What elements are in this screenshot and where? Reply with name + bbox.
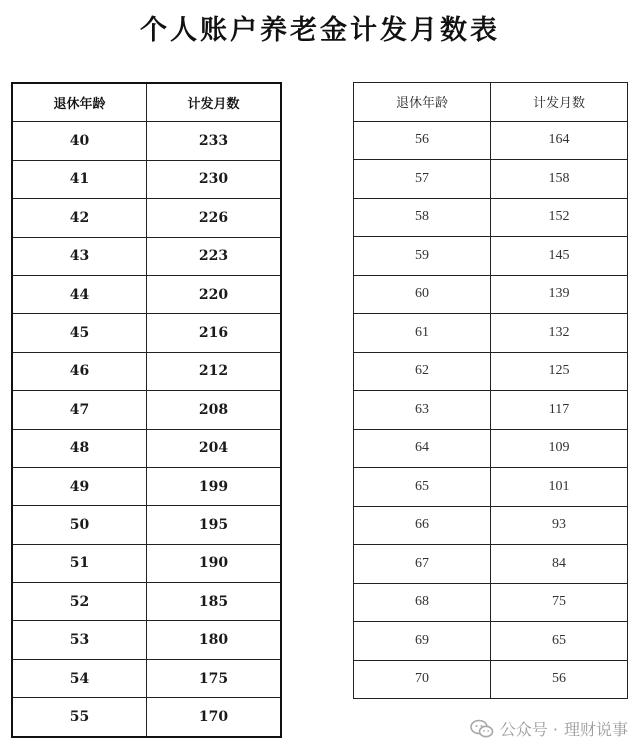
retirement-age-cell: 41: [12, 160, 147, 198]
payout-months-cell: 230: [147, 160, 282, 198]
table-row: [354, 506, 628, 545]
retirement-age-cell: 66: [354, 506, 491, 545]
table-row: [12, 544, 281, 582]
retirement-age-cell: 47: [12, 391, 147, 429]
table-row: [12, 237, 281, 275]
payout-months-cell: 101: [491, 468, 628, 507]
header-retirement-age: 退休年龄: [12, 83, 147, 122]
retirement-age-cell: 58: [354, 198, 491, 237]
retirement-age-cell: 59: [354, 237, 491, 276]
table-row: [12, 583, 281, 621]
table-row: [12, 659, 281, 697]
table-row: [12, 391, 281, 429]
table-row: [354, 237, 628, 276]
table-row: [12, 698, 281, 737]
table-row: [354, 468, 628, 507]
retirement-age-cell: 46: [12, 352, 147, 390]
payout-months-cell: 109: [491, 429, 628, 468]
table-row: [12, 467, 281, 505]
retirement-age-cell: 49: [12, 467, 147, 505]
payout-months-cell: 93: [491, 506, 628, 545]
header-retirement-age: 退休年龄: [354, 83, 491, 122]
payout-months-cell: 132: [491, 314, 628, 353]
payout-months-cell: 220: [147, 275, 282, 313]
payout-months-cell: 117: [491, 391, 628, 430]
watermark: [470, 717, 628, 740]
payout-months-cell: 56: [491, 660, 628, 699]
retirement-age-cell: 52: [12, 583, 147, 621]
table-row: [354, 583, 628, 622]
page-title: 个人账户养老金计发月数表: [140, 15, 500, 46]
pension-months-table-left: [11, 82, 282, 738]
retirement-age-cell: 57: [354, 160, 491, 199]
table-row: [354, 121, 628, 160]
table-row: [12, 199, 281, 237]
table-row: [354, 160, 628, 199]
table-row: [354, 391, 628, 430]
payout-months-cell: 216: [147, 314, 282, 352]
payout-months-cell: 75: [491, 583, 628, 622]
retirement-age-cell: 63: [354, 391, 491, 430]
table-header-row: [12, 83, 281, 122]
table-row: [12, 160, 281, 198]
retirement-age-cell: 40: [12, 122, 147, 160]
retirement-age-cell: 44: [12, 275, 147, 313]
payout-months-cell: 125: [491, 352, 628, 391]
wechat-icon: [470, 719, 494, 739]
payout-months-cell: 145: [491, 237, 628, 276]
table-row: [12, 314, 281, 352]
payout-months-cell: 190: [147, 544, 282, 582]
retirement-age-cell: 69: [354, 622, 491, 661]
retirement-age-cell: 51: [12, 544, 147, 582]
table-row: [12, 275, 281, 313]
retirement-age-cell: 43: [12, 237, 147, 275]
retirement-age-cell: 67: [354, 545, 491, 584]
table-row: [12, 506, 281, 544]
retirement-age-cell: 55: [12, 698, 147, 737]
retirement-age-cell: 53: [12, 621, 147, 659]
table-row: [354, 545, 628, 584]
table-row: [354, 275, 628, 314]
retirement-age-cell: 61: [354, 314, 491, 353]
table-row: [354, 352, 628, 391]
payout-months-cell: 180: [147, 621, 282, 659]
header-payout-months: 计发月数: [147, 83, 282, 122]
payout-months-cell: 84: [491, 545, 628, 584]
table-row: [12, 122, 281, 160]
payout-months-cell: 170: [147, 698, 282, 737]
payout-months-cell: 164: [491, 121, 628, 160]
table-row: [12, 621, 281, 659]
table-row: [12, 352, 281, 390]
payout-months-cell: 199: [147, 467, 282, 505]
watermark-name: 理财说事: [563, 720, 628, 739]
retirement-age-cell: 56: [354, 121, 491, 160]
retirement-age-cell: 65: [354, 468, 491, 507]
retirement-age-cell: 68: [354, 583, 491, 622]
table-row: [354, 660, 628, 699]
table-header-row: [354, 83, 628, 122]
payout-months-cell: 65: [491, 622, 628, 661]
retirement-age-cell: 70: [354, 660, 491, 699]
table-row: [12, 429, 281, 467]
table-row: [354, 622, 628, 661]
retirement-age-cell: 48: [12, 429, 147, 467]
payout-months-cell: 223: [147, 237, 282, 275]
retirement-age-cell: 64: [354, 429, 491, 468]
payout-months-cell: 195: [147, 506, 282, 544]
header-payout-months: 计发月数: [491, 83, 628, 122]
payout-months-cell: 185: [147, 583, 282, 621]
table-row: [354, 314, 628, 353]
pension-months-table-right: [353, 82, 628, 699]
retirement-age-cell: 45: [12, 314, 147, 352]
payout-months-cell: 233: [147, 122, 282, 160]
retirement-age-cell: 54: [12, 659, 147, 697]
payout-months-cell: 152: [491, 198, 628, 237]
table-row: [354, 429, 628, 468]
retirement-age-cell: 60: [354, 275, 491, 314]
payout-months-cell: 226: [147, 199, 282, 237]
payout-months-cell: 212: [147, 352, 282, 390]
payout-months-cell: 208: [147, 391, 282, 429]
watermark-prefix: 公众号 ·: [499, 720, 558, 739]
payout-months-cell: 204: [147, 429, 282, 467]
retirement-age-cell: 42: [12, 199, 147, 237]
payout-months-cell: 175: [147, 659, 282, 697]
table-row: [354, 198, 628, 237]
payout-months-cell: 139: [491, 275, 628, 314]
payout-months-cell: 158: [491, 160, 628, 199]
retirement-age-cell: 62: [354, 352, 491, 391]
retirement-age-cell: 50: [12, 506, 147, 544]
